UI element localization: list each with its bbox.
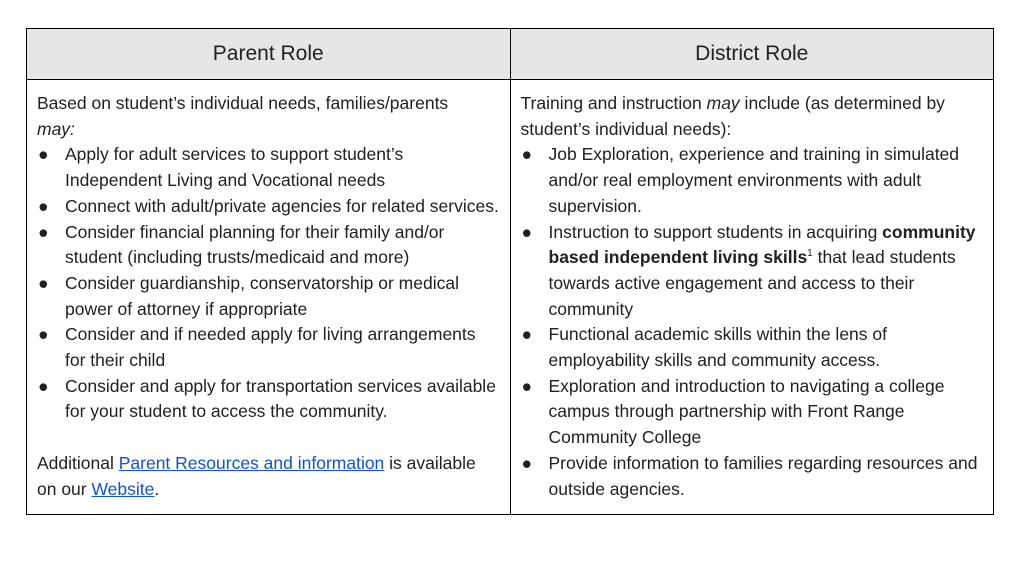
- parent-role-header: Parent Role: [27, 29, 511, 80]
- district-role-header: District Role: [510, 29, 994, 80]
- header-row: [27, 29, 994, 80]
- bullet-icon: ●: [38, 272, 49, 293]
- content-row: [27, 80, 994, 515]
- list-item: ● Consider and apply for transportation services available for your student to access the community.: [38, 375, 496, 422]
- bullet-icon: ●: [38, 375, 49, 396]
- bullet-icon: ●: [38, 144, 49, 165]
- bullet-icon: ●: [521, 452, 533, 473]
- list-item: ● Exploration and introduction to navigating a college campus through partnership with Front Range Community College: [521, 375, 945, 448]
- list-item: ● Functional academic skills within the lens of employability skills and community access.: [521, 324, 887, 371]
- parent-resources-link[interactable]: Parent Resources and information: [118, 452, 385, 473]
- parent-intro: Based on student’s individual needs, families/parents may:: [37, 91, 500, 142]
- list-item: ● Consider and if needed apply for living arrangements for their child: [38, 324, 476, 371]
- list-item: ● Connect with adult/private agencies for related services.: [37, 194, 500, 220]
- bullet-icon: ●: [38, 195, 49, 216]
- list-item: ● Consider financial planning for their family and/or student (including trusts/medicaid and more): [38, 221, 445, 268]
- list-item: ● Provide information to families regarding resources and outside agencies.: [521, 452, 978, 499]
- bullet-icon: ●: [521, 375, 533, 396]
- list-item: ● Job Exploration, experience and training in simulated and/or real employment environments with adult supervision.: [521, 144, 960, 216]
- roles-table: [26, 28, 994, 515]
- footnote-marker: 1: [807, 248, 813, 260]
- district-intro-may: may: [706, 93, 740, 113]
- bullet-icon: ●: [521, 221, 533, 242]
- list-item: ● Apply for adult services to support student’s Independent Living and Vocational needs: [38, 144, 404, 191]
- parent-role-cell: [27, 80, 511, 515]
- bullet-icon: ●: [38, 324, 49, 345]
- parent-footer: Additional Parent Resources and information is available on our Website.: [37, 452, 476, 499]
- district-list: [521, 142, 984, 502]
- list-item: ● Instruction to support students in acquiring community based independent living skills$^1$ that lead students towards active engagement and access to their community: [521, 221, 976, 319]
- parent-list: [37, 142, 500, 425]
- bullet-icon: ●: [521, 324, 533, 345]
- parent-intro-may: may:: [37, 118, 75, 139]
- district-intro: Training and instruction may include (as determined by student’s individual needs):: [520, 93, 945, 139]
- list-item: ● Consider guardianship, conservatorship or medical power of attorney if appropriate: [38, 272, 459, 319]
- bullet-icon: ●: [521, 144, 533, 165]
- district-role-cell: [510, 80, 994, 515]
- bullet-icon: ●: [38, 221, 49, 242]
- community-skills-bold: community based independent living skills: [548, 221, 976, 268]
- website-link[interactable]: Website: [91, 478, 155, 499]
